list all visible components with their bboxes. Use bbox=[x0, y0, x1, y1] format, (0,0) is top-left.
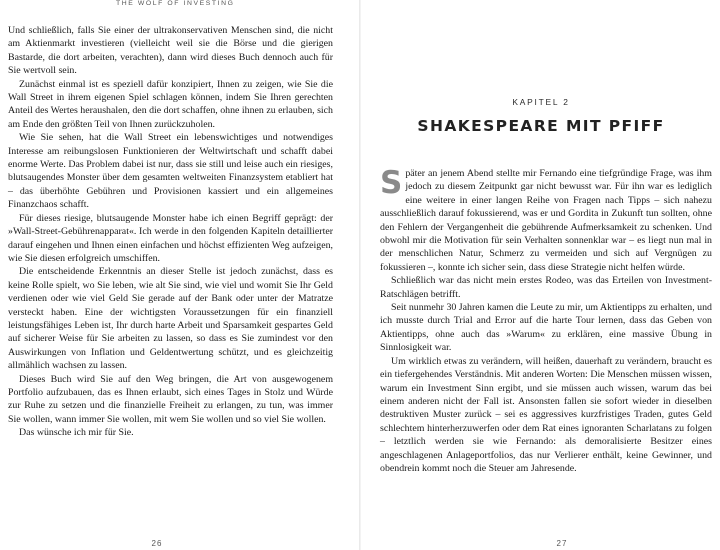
right-page bbox=[362, 0, 720, 550]
paragraph: Für dieses riesige, blutsaugende Monster habe ich einen Begriff geprägt: der »Wall-Street-Gebührenapparat«. Ich werde in den folgenden Kapiteln detaillierter darauf eingehen und Ihnen einen einfachen und höchst effizienten Weg aufzeigen, wie Sie diesen erfolgreich umschiffen. bbox=[8, 212, 333, 264]
paragraph: Zunächst einmal ist es speziell dafür konzipiert, Ihnen zu zeigen, wie Sie die Wall Street in ihrem eigenen Spiel schlagen können, indem Sie Ihren gerechten Anteil des Wertes heraushalen, den die dort schaffen, ohne ihnen zu erlauben, sich am Ende den größten Teil von Ihnen zurückzuholen. bbox=[8, 78, 333, 130]
paragraph: Schließlich war das nicht mein erstes Rodeo, was das Erteilen von Investment-Ratschlägen betrifft. bbox=[380, 275, 712, 300]
book-gutter bbox=[359, 0, 361, 550]
page-number-left: 26 bbox=[151, 539, 163, 548]
page-number-right: 27 bbox=[556, 539, 568, 548]
right-page-body bbox=[380, 167, 712, 475]
paragraph: Dieses Buch wird Sie auf den Weg bringen, die Art von ausgewogenem Portfolio aufzubauen, das es Ihnen erlaubt, sich eines Tages in Stolz und Würde zur Ruhe zu setzen und die finanzielle Freiheit zu erlangen, zu tun, was immer Sie wollen, wann immer Sie wollen, mit wem Sie wollen und so viel Sie wollen. bbox=[8, 373, 333, 425]
opening-paragraph-text: päter an jenem Abend stellte mir Fernando eine tiefgründige Frage, was ihm jedoch zu diesem Zeitpunkt gar nicht bewusst war. Für ihn war es lediglich eine weitere in einer langen Reihe von Fragen nach Tipps – sich nahezu ausschließlich darauf fokussierend, was er und Gordita in Zukunft tun sollten, ohne den Fehlern der Vergangenheit die gebührende Aufmerksamkeit zu schenken. Und obwohl mir die Motivation für sein Verhalten sonnenklar war – es liegt nun mal in der menschlichen Natur, Schmerz zu vermeiden und sich auf Vergnügen zu fokussieren –, konnte ich sicher sein, dass diese Strategie nicht helfen würde. bbox=[380, 168, 712, 273]
paragraph: Seit nunmehr 30 Jahren kamen die Leute zu mir, um Aktientipps zu erhalten, und ich musste durch Trial and Error auf die harte Tour lernen, dass das Geben von Aktientipps, ohne auch das »Warum« zu erklären, eine massive Übung in Sinnlosigkeit war. bbox=[380, 302, 712, 354]
left-page bbox=[0, 0, 358, 550]
paragraph: Und schließlich, falls Sie einer der ultrakonservativen Menschen sind, die nicht am Aktienmarkt investieren (vielleicht weil sie die Börse und die gierigen Bastarde, die dort arbeiten, verachten), dann wird dieses Buch dennoch auch für Sie wertvoll sein. bbox=[8, 25, 333, 77]
left-page-body bbox=[8, 24, 333, 440]
paragraph: Das wünsche ich mir für Sie. bbox=[19, 427, 134, 439]
paragraph: Die entscheidende Erkenntnis an dieser Stelle ist jedoch zunächst, dass es keine Rolle spielt, wo Sie leben, wie alt Sie sind, wie viel und womit Sie Ihr Geld verdienen oder wie viel Geld Sie gerade auf der Bank oder unter der Matratze versteckt haben. Eine der wichtigsten Voraussetzungen für ein finanziell leistungsfähiges Leben ist, Ihr durch harte Arbeit und Sparsamkeit gespartes Geld auf sicherer Weise für Sie arbeiten zu lassen, so dass es Sie zumindest vor den Auswirkungen von Inflation und Geldentwertung schützt, und es gleichzeitig allmählich wachsen zu lassen. bbox=[8, 266, 333, 372]
paragraph: Um wirklich etwas zu verändern, will heißen, dauerhaft zu verändern, braucht es ein tiefergehendes Verständnis. Mit anderen Worten: Die Menschen müssen wissen, warum ein Investment Sinn ergibt, und sie müssen auch wissen, warum das bei einem anderen nicht der Fall ist. Ansonsten fallen sie sofort wieder in dieselben destruktiven Muster zurück – sei es aggressives kurzfristiges Traden, gutes Geld schlechtem hinterherzuwerfen oder dem Rat eines ignoranten Scharlatans zu folgen – letztlich werden sie wie Fernando: als demoralisierte Besitzer eines angeschlagenen Anlageportfolios, das nur Verlierer enthält, keine Gewinner, und obendrein kommt noch die Steuer am Jahresende. bbox=[380, 355, 712, 474]
running-head: THE WOLF OF INVESTING bbox=[116, 0, 235, 7]
drop-cap: S bbox=[380, 165, 403, 201]
opening-paragraph bbox=[380, 167, 712, 274]
chapter-title: SHAKESPEARE MIT PFIFF bbox=[417, 117, 665, 135]
chapter-label: KAPITEL 2 bbox=[512, 97, 570, 107]
paragraph: Wie Sie sehen, hat die Wall Street ein lebenswichtiges und notwendiges Interesse am reibungslosen Funktionieren der Weltwirtschaft und schafft dabei enorme Werte. Das Problem dabei ist nur, dass sie still und leise auch ein riesiges, blutsaugendes Monster über dem gesamten weltweiten Finanzsystem etabliert hat – das überhöhte Gebühren und Provisionen kassiert und ein allgemeines Finanzchaos schafft. bbox=[8, 132, 333, 211]
